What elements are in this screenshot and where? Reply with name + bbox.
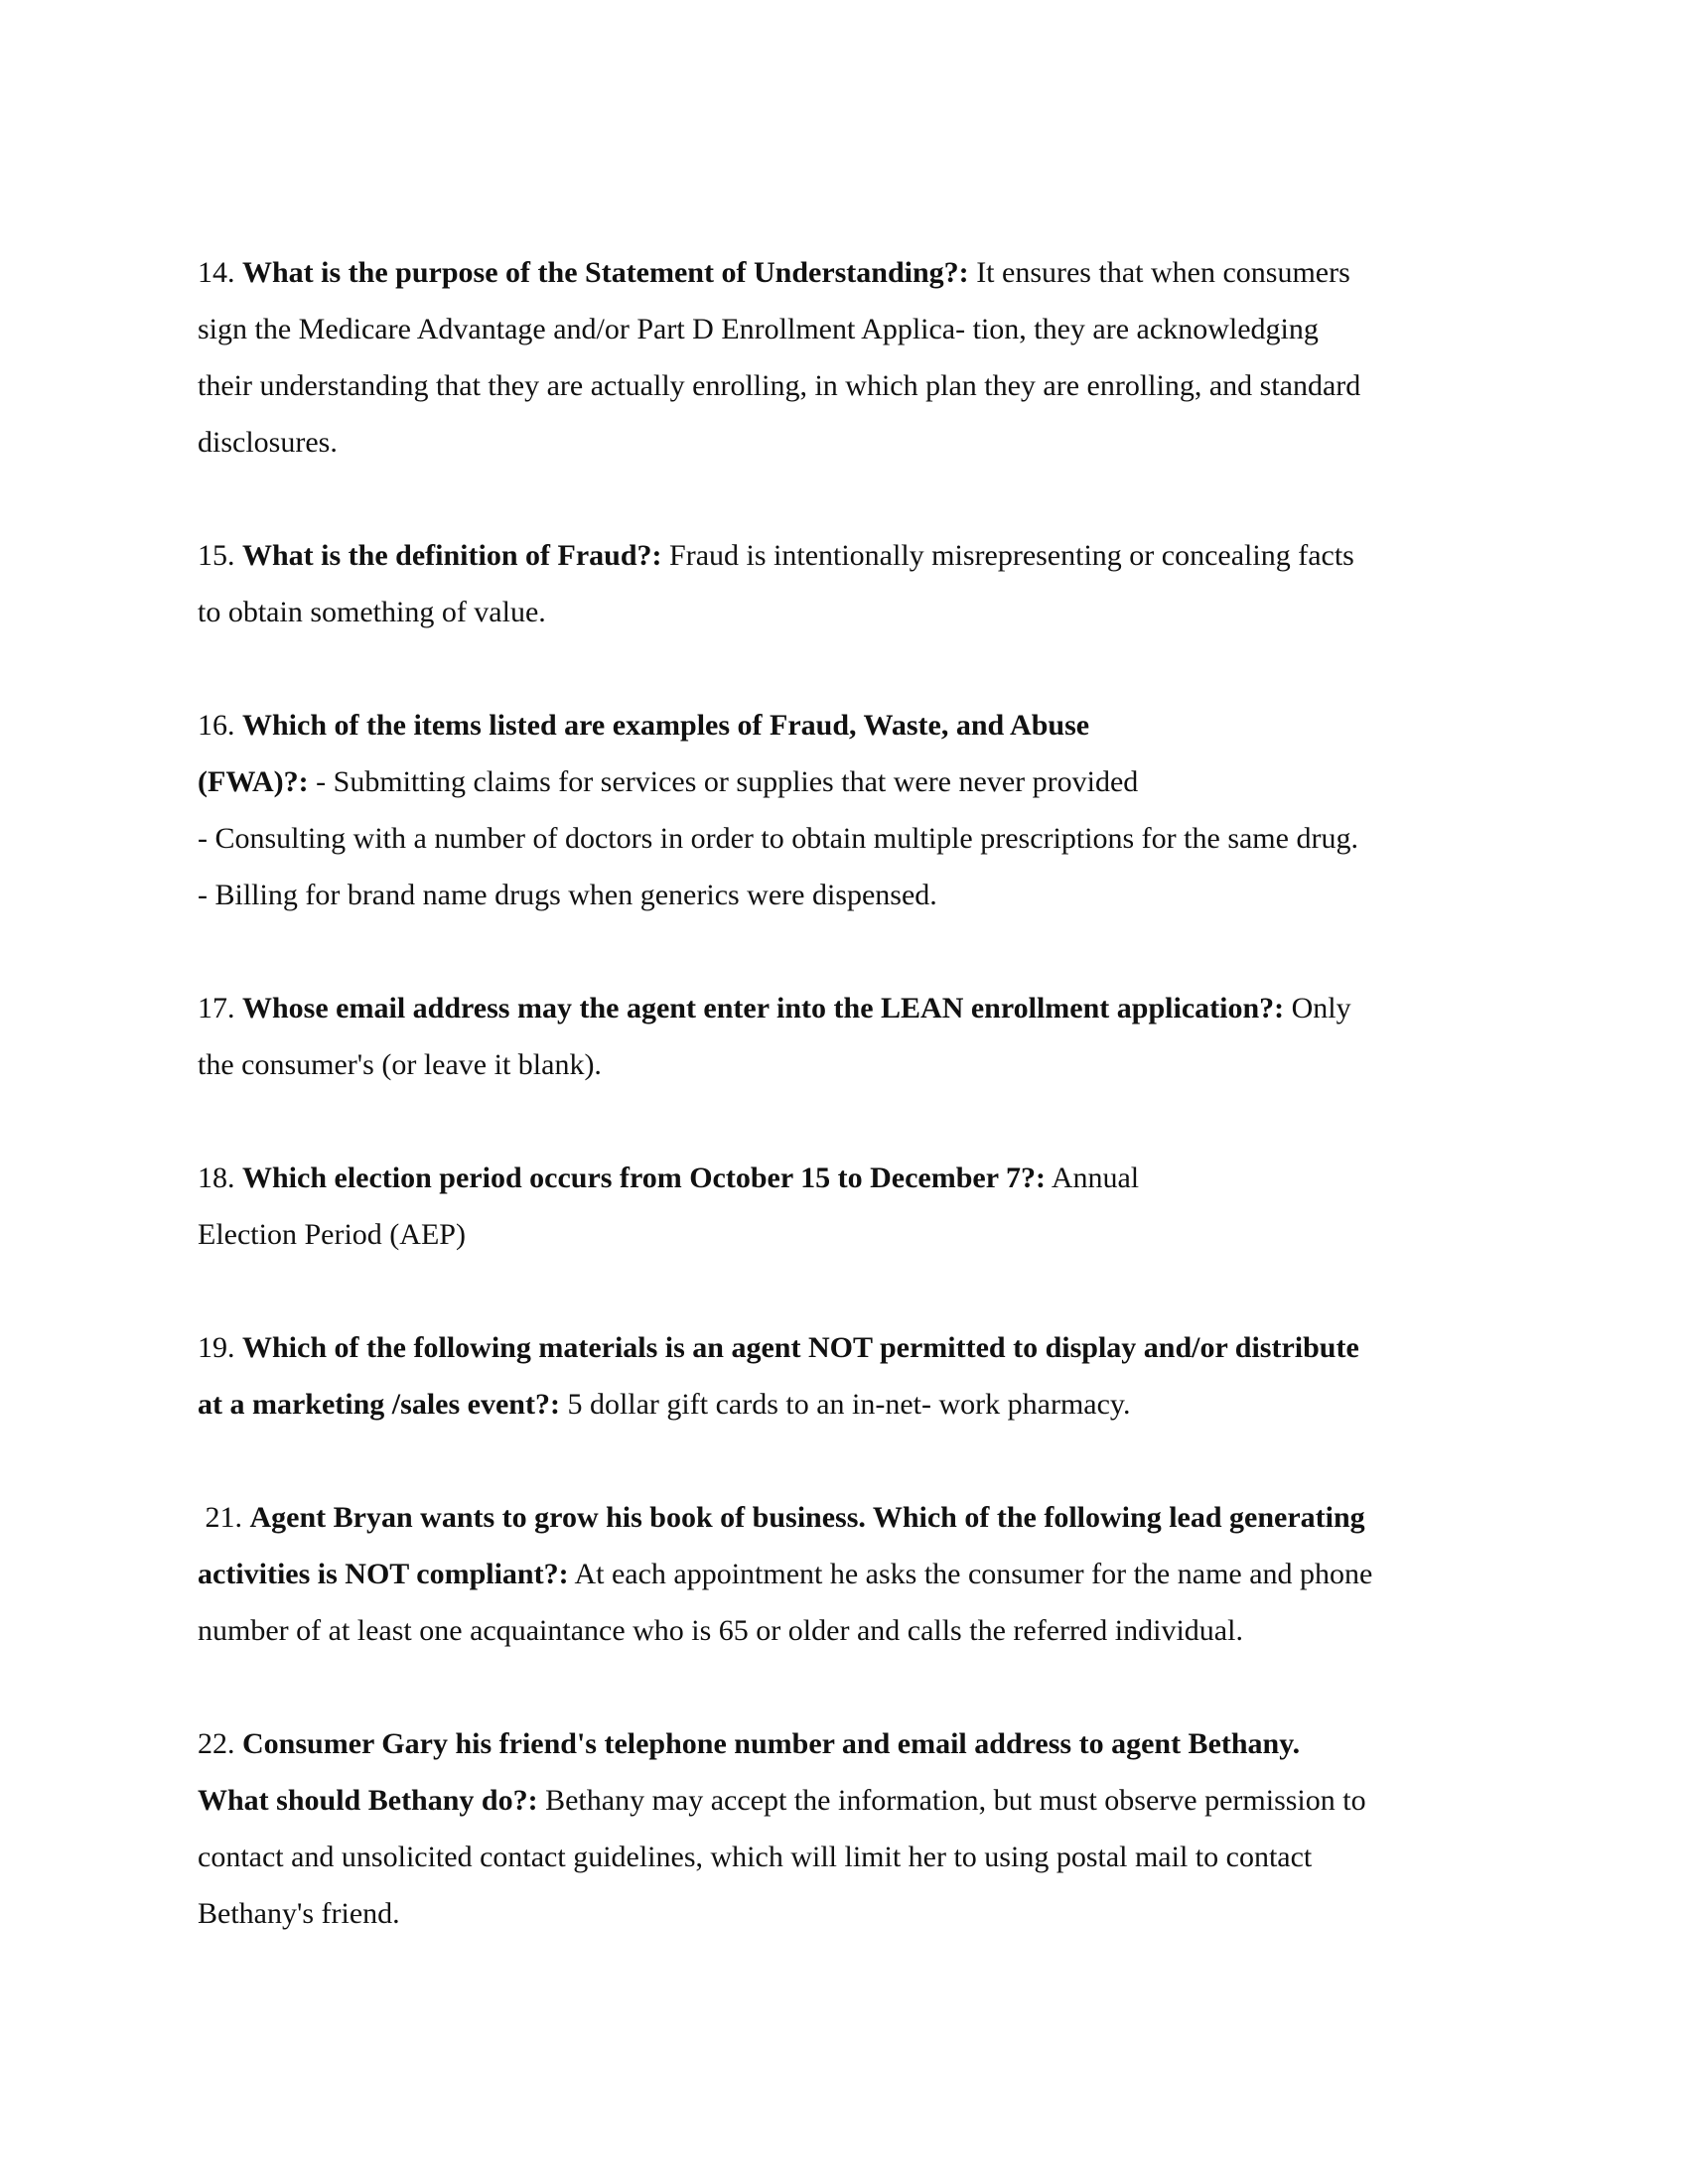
question-text: Agent Bryan wants to grow his book of business. Which of the following lead generating: [249, 1501, 1365, 1534]
text-line: [198, 244, 1508, 301]
answer-text: Annual: [1045, 1161, 1140, 1194]
answer-text: Election Period (AEP): [198, 1218, 466, 1251]
text-line: [198, 1772, 1508, 1829]
text-line: [198, 1319, 1508, 1376]
answer-text: sign the Medicare Advantage and/or Part D Enrollment Applica- tion, they are acknowledging: [198, 313, 1319, 345]
text-line: [198, 1546, 1508, 1602]
answer-text: Bethany's friend.: [198, 1897, 400, 1930]
text-line: [198, 810, 1508, 867]
question-number: 21.: [198, 1501, 242, 1534]
text-line: [198, 1602, 1508, 1659]
answer-text: 5 dollar gift cards to an in-net- work pharmacy.: [559, 1388, 1131, 1421]
answer-text: their understanding that they are actually enrolling, in which plan they are enrolling, and standard: [198, 369, 1361, 402]
document-page: [198, 244, 1508, 1998]
text-line: [198, 1885, 1508, 1942]
question-text: Which of the items listed are examples of Fraud, Waste, and Abuse: [242, 709, 1090, 742]
text-line: [198, 584, 1508, 640]
answer-text: to obtain something of value.: [198, 596, 546, 628]
qa-item: [198, 244, 1508, 471]
text-line: [198, 357, 1508, 414]
question-text: Whose email address may the agent enter into the LEAN enrollment application?:: [242, 992, 1285, 1024]
question-text: What is the purpose of the Statement of Understanding?:: [242, 256, 969, 289]
text-line: [198, 980, 1508, 1036]
qa-item: [198, 1319, 1508, 1433]
question-text: Which of the following materials is an agent NOT permitted to display and/or distribute: [242, 1331, 1359, 1364]
question-number: 14.: [198, 256, 235, 289]
answer-text: the consumer's (or leave it blank).: [198, 1048, 602, 1081]
answer-text: Bethany may accept the information, but must observe permission to: [537, 1784, 1366, 1817]
answer-text: It ensures that when consumers: [968, 256, 1350, 289]
question-text: What should Bethany do?:: [198, 1784, 538, 1817]
answer-text: Only: [1284, 992, 1351, 1024]
text-line: [198, 697, 1508, 753]
answer-text: Fraud is intentionally misrepresenting or concealing facts: [661, 539, 1354, 572]
answer-text: At each appointment he asks the consumer for the name and phone: [568, 1558, 1373, 1590]
answer-text: contact and unsolicited contact guidelines, which will limit her to using postal mail to contact: [198, 1841, 1313, 1873]
question-number: 18.: [198, 1161, 235, 1194]
question-number: 16.: [198, 709, 235, 742]
text-line: [198, 1206, 1508, 1263]
question-text: Which election period occurs from October 15 to December 7?:: [242, 1161, 1046, 1194]
text-line: [198, 753, 1508, 810]
text-line: [198, 867, 1508, 923]
question-text: at a marketing /sales event?:: [198, 1388, 560, 1421]
text-line: [198, 1036, 1508, 1093]
answer-text: disclosures.: [198, 426, 338, 459]
text-line: [198, 527, 1508, 584]
question-number: 19.: [198, 1331, 235, 1364]
qa-item: [198, 527, 1508, 640]
answer-text: number of at least one acquaintance who is 65 or older and calls the referred individual.: [198, 1614, 1243, 1647]
question-text: activities is NOT compliant?:: [198, 1558, 569, 1590]
question-text: What is the definition of Fraud?:: [242, 539, 662, 572]
qa-item: [198, 980, 1508, 1093]
qa-item: [198, 1150, 1508, 1263]
text-line: [198, 1489, 1508, 1546]
question-number: 15.: [198, 539, 235, 572]
question-number: 22.: [198, 1727, 235, 1760]
answer-text: - Billing for brand name drugs when generics were dispensed.: [198, 879, 937, 911]
text-line: [198, 1150, 1508, 1206]
text-line: [198, 414, 1508, 471]
answer-text: - Submitting claims for services or supplies that were never provided: [308, 765, 1139, 798]
qa-item: [198, 1715, 1508, 1942]
text-line: [198, 1829, 1508, 1885]
text-line: [198, 1376, 1508, 1433]
qa-item: [198, 1489, 1508, 1659]
text-line: [198, 301, 1508, 357]
question-text: Consumer Gary his friend's telephone number and email address to agent Bethany.: [242, 1727, 1301, 1760]
qa-item: [198, 697, 1508, 923]
answer-text: - Consulting with a number of doctors in order to obtain multiple prescriptions for the same drug.: [198, 822, 1358, 855]
question-text: (FWA)?:: [198, 765, 309, 798]
text-line: [198, 1715, 1508, 1772]
question-number: 17.: [198, 992, 235, 1024]
